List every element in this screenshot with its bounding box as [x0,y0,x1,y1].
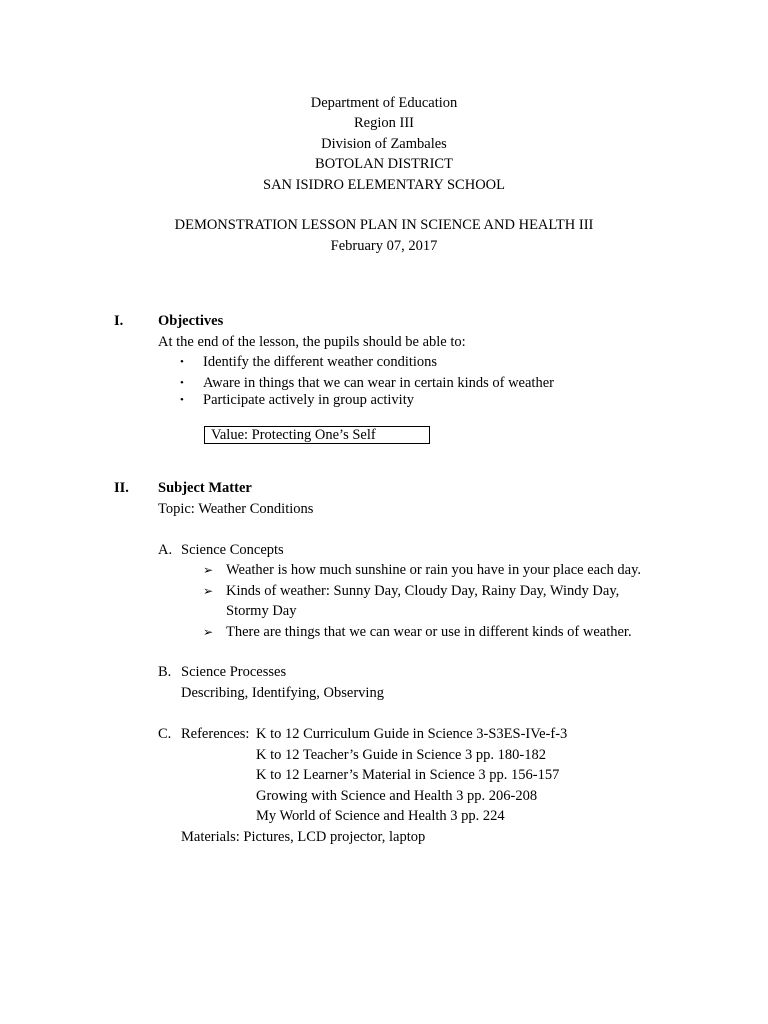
reference-item: K to 12 Learner’s Material in Science 3 pp. 156-157 [256,767,560,783]
arrow-bullet-icon: ➢ [203,625,214,639]
objective-item: Participate actively in group activity [203,392,414,408]
concept-item: Weather is how much sunshine or rain you have in your place each day. [226,562,642,578]
header-region: Region III [354,115,414,131]
subsection-letter-b: B. [158,664,172,680]
section-heading-objectives: Objectives [158,313,224,329]
objective-item: Aware in things that we can wear in certain kinds of weather [203,375,554,391]
bullet-icon: • [180,356,184,368]
references-label: References: [181,726,250,742]
reference-item: Growing with Science and Health 3 pp. 206-208 [256,788,538,804]
section-numeral-subject-matter: II. [114,480,129,496]
value-box [204,426,430,444]
concept-item: Kinds of weather: Sunny Day, Cloudy Day, Rainy Day, Windy Day, [226,583,620,599]
header-school: SAN ISIDRO ELEMENTARY SCHOOL [263,177,505,193]
reference-item: My World of Science and Health 3 pp. 224 [256,808,505,824]
lesson-plan-title: DEMONSTRATION LESSON PLAN IN SCIENCE AND HEALTH III [174,217,594,233]
arrow-bullet-icon: ➢ [203,584,214,598]
subsection-letter-c: C. [158,726,172,742]
header-department: Department of Education [310,95,458,111]
value-text: Value: Protecting One’s Self [211,427,376,443]
header-division: Division of Zambales [321,136,447,152]
header-district: BOTOLAN DISTRICT [315,156,453,172]
lesson-plan-date: February 07, 2017 [330,238,438,254]
subsection-label-science-processes: Science Processes [181,664,287,680]
bullet-icon: • [180,377,184,389]
topic-line: Topic: Weather Conditions [158,501,314,517]
bullet-icon: • [180,394,184,406]
science-processes-text: Describing, Identifying, Observing [181,685,384,701]
section-numeral-objectives: I. [114,313,124,329]
subsection-label-science-concepts: Science Concepts [181,542,284,558]
reference-item: K to 12 Teacher’s Guide in Science 3 pp. 180-182 [256,747,546,763]
arrow-bullet-icon: ➢ [203,563,214,577]
concept-item-continuation: Stormy Day [226,603,297,619]
reference-item: K to 12 Curriculum Guide in Science 3-S3ES-IVe-f-3 [256,726,568,742]
section-heading-subject-matter: Subject Matter [158,480,252,496]
objective-item: Identify the different weather conditions [203,354,438,370]
objectives-intro: At the end of the lesson, the pupils should be able to: [158,334,466,350]
materials-line: Materials: Pictures, LCD projector, laptop [181,829,426,845]
concept-item: There are things that we can wear or use in different kinds of weather. [226,624,632,640]
subsection-letter-a: A. [158,542,173,558]
